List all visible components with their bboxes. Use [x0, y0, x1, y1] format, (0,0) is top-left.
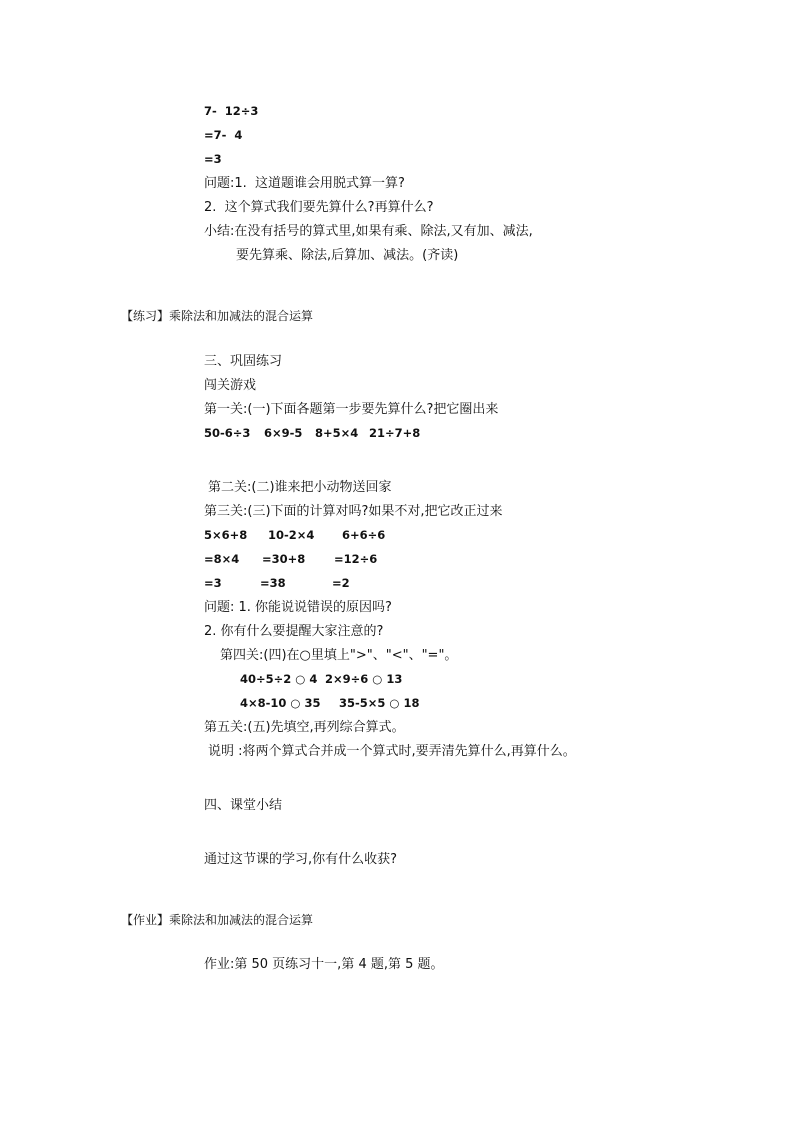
explanation-note: 说明 :将两个算式合并成一个算式时,要弄清先算什么,再算什么。 [208, 744, 576, 759]
equation-line-1: 7- 12÷3 [204, 104, 259, 118]
summary-line-2: 要先算乘、除法,后算加、减法。(齐读) [236, 248, 459, 263]
level-4-expression: 35-5×5 ○ 18 [339, 696, 420, 710]
calc-col1-line: =3 [204, 576, 222, 590]
practice-header: 【练习】乘除法和加减法的混合运算 [121, 309, 314, 323]
homework-text: 作业:第 50 页练习十一,第 4 题,第 5 题。 [204, 957, 444, 972]
level-1-instruction: 第一关:(一)下面各题第一步要先算什么?把它圈出来 [204, 402, 499, 417]
calc-col3-line: =12÷6 [334, 552, 378, 566]
question-2: 2. 这个算式我们要先算什么?再算什么? [204, 200, 434, 215]
level-1-expression: 21÷7+8 [369, 426, 421, 440]
summary-line-1: 小结:在没有括号的算式里,如果有乘、除法,又有加、减法, [204, 224, 533, 239]
level-2-instruction: 第二关:(二)谁来把小动物送回家 [208, 480, 392, 495]
question-1: 问题:1. 这道题谁会用脱式算一算? [204, 176, 405, 191]
section-title-summary: 四、课堂小结 [204, 798, 283, 813]
equation-line-2: =7- 4 [204, 128, 243, 142]
section-title-consolidation: 三、巩固练习 [204, 354, 283, 369]
calc-col3-line: 6+6÷6 [342, 528, 386, 542]
game-title: 闯关游戏 [204, 378, 257, 393]
practice-question-1: 问题: 1. 你能说说错误的原因吗? [204, 600, 392, 615]
level-3-instruction: 第三关:(三)下面的计算对吗?如果不对,把它改正过来 [204, 504, 503, 519]
level-4-expression: 2×9÷6 ○ 13 [325, 672, 403, 686]
level-1-expression: 8+5×4 [315, 426, 359, 440]
level-1-expression: 6×9-5 [264, 426, 303, 440]
level-1-expression: 50-6÷3 [204, 426, 251, 440]
calc-col3-line: =2 [332, 576, 350, 590]
calc-col1-line: =8×4 [204, 552, 240, 566]
calc-col2-line: =38 [260, 576, 286, 590]
calc-col1-line: 5×6+8 [204, 528, 248, 542]
level-4-expression: 40÷5÷2 ○ 4 [240, 672, 318, 686]
equation-line-3: =3 [204, 152, 222, 166]
homework-header: 【作业】乘除法和加减法的混合运算 [121, 913, 314, 927]
level-5-instruction: 第五关:(五)先填空,再列综合算式。 [204, 720, 405, 735]
level-4-instruction: 第四关:(四)在○里填上">"、"<"、"="。 [220, 648, 458, 663]
practice-question-2: 2. 你有什么要提醒大家注意的? [204, 624, 384, 639]
summary-question: 通过这节课的学习,你有什么收获? [204, 852, 398, 867]
calc-col2-line: 10-2×4 [268, 528, 315, 542]
calc-col2-line: =30+8 [262, 552, 306, 566]
level-4-expression: 4×8-10 ○ 35 [240, 696, 321, 710]
